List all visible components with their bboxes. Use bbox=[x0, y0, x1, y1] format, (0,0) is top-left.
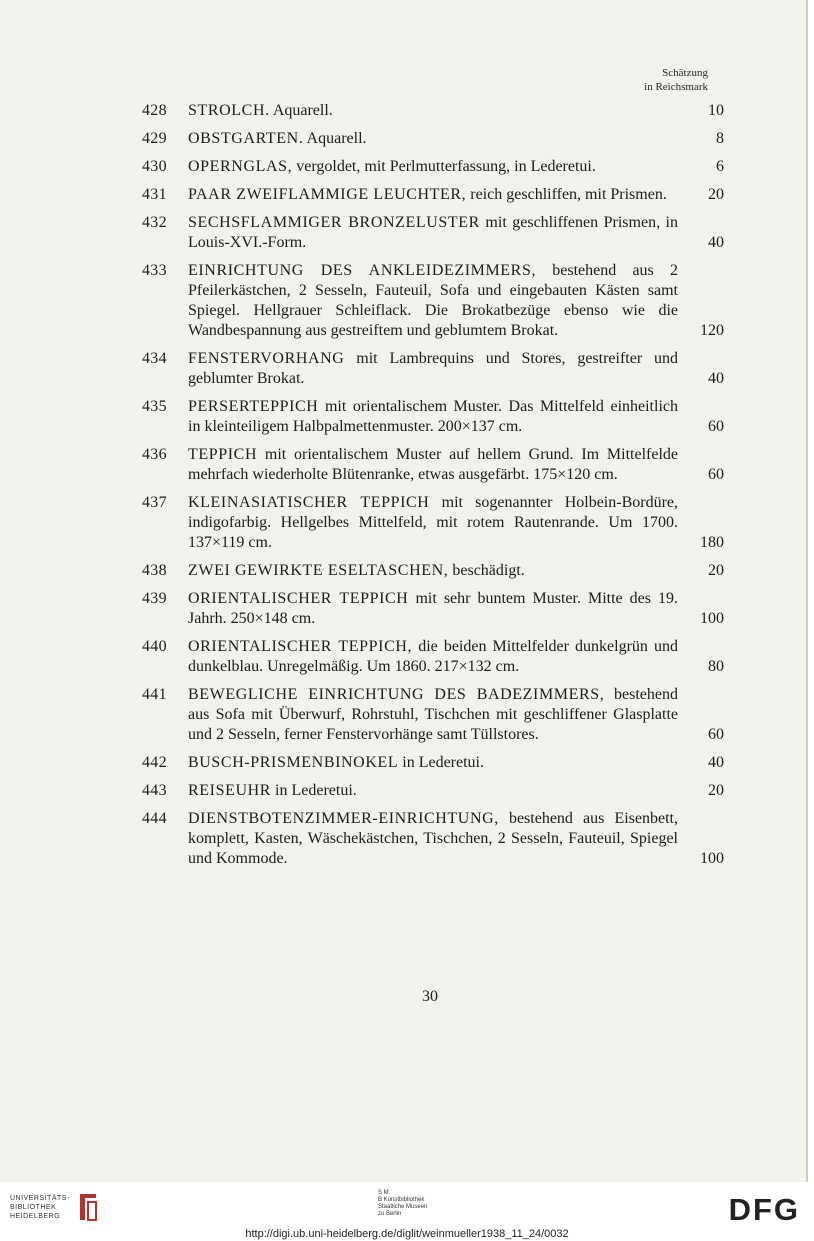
catalog-entry bbox=[142, 809, 724, 869]
lot-title: PERSERTEPPICH bbox=[188, 398, 319, 415]
catalog-entry bbox=[142, 753, 724, 773]
lot-text: mit orientalischem Muster. Das Mittelfeld einheitlich in kleinteiligem Halbpalmettenmuster. 200×137 cm. bbox=[188, 398, 678, 435]
lot-estimate: 60 bbox=[708, 418, 724, 435]
lot-title: FENSTERVORHANG bbox=[188, 350, 345, 367]
lot-title: OPERNGLAS, bbox=[188, 158, 293, 175]
lot-number: 430 bbox=[142, 158, 167, 175]
lot-estimate: 40 bbox=[708, 234, 724, 251]
lot-description bbox=[188, 493, 678, 553]
lot-estimate: 40 bbox=[708, 754, 724, 771]
lot-estimate: 20 bbox=[708, 562, 724, 579]
lot-description bbox=[188, 101, 678, 121]
catalog-entry bbox=[142, 157, 724, 177]
lot-number: 440 bbox=[142, 638, 167, 655]
lot-number: 441 bbox=[142, 686, 167, 703]
lot-text: in Lederetui. bbox=[271, 782, 357, 799]
lot-description bbox=[188, 685, 678, 745]
lot-text: mit sehr buntem Muster. Mitte des 19. Jahrh. 250×148 cm. bbox=[188, 590, 678, 627]
lot-text: mit sogenannter Holbein-Bordüre, indigofarbig. Hellgelbes Mittelfeld, mit rotem Rautenrande. Um 1700. 137×119 cm. bbox=[188, 494, 678, 551]
lot-estimate: 40 bbox=[708, 370, 724, 387]
lot-number: 428 bbox=[142, 102, 167, 119]
lot-estimate: 60 bbox=[708, 466, 724, 483]
lot-description bbox=[188, 129, 678, 149]
lot-title: STROLCH. bbox=[188, 102, 270, 119]
lot-description bbox=[188, 157, 678, 177]
heidelberg-library-logo bbox=[10, 1194, 70, 1221]
lot-estimate: 20 bbox=[708, 782, 724, 799]
estimate-label-line-2: in Reichsmark bbox=[644, 81, 708, 93]
lot-title: TEPPICH bbox=[188, 446, 258, 463]
lot-text: Aquarell. bbox=[303, 130, 367, 147]
lot-text: vergoldet, mit Perlmutterfassung, in Lederetui. bbox=[292, 158, 596, 175]
lot-title: KLEINASIATISCHER TEPPICH bbox=[188, 494, 430, 511]
lot-number: 433 bbox=[142, 262, 167, 279]
uni-logo-line-2: BIBLIOTHEK bbox=[10, 1204, 57, 1211]
lot-number: 437 bbox=[142, 494, 167, 511]
lot-text: bestehend aus Sofa mit Überwurf, Rohrstuhl, Tischchen mit geschliffener Glasplatte und 2 Sesseln, ferner Fenstervorhänge samt Tüllstores. bbox=[188, 686, 678, 743]
smb-line-1: S M bbox=[378, 1190, 389, 1196]
lot-description bbox=[188, 397, 678, 437]
lot-title: ORIENTALISCHER TEPPICH bbox=[188, 590, 409, 607]
lot-number: 443 bbox=[142, 782, 167, 799]
lot-number: 436 bbox=[142, 446, 167, 463]
lot-title: BEWEGLICHE EINRICHTUNG DES BADEZIMMERS, bbox=[188, 686, 605, 703]
catalog-entry bbox=[142, 589, 724, 629]
uni-logo-line-1: UNIVERSITÄTS- bbox=[10, 1195, 70, 1202]
catalog-entry bbox=[142, 493, 724, 553]
dfg-logo: DFG bbox=[728, 1192, 800, 1227]
lot-title: BUSCH-PRISMENBINOKEL bbox=[188, 754, 399, 771]
smb-line-2: B Kunstbibliothek bbox=[378, 1197, 425, 1203]
lot-text: bestehend aus 2 Pfeilerkästchen, 2 Sesseln, Fauteuil, Sofa und eingebauten Kästen samt Spiegel. Hellgrauer Schleiflack. Die Brokatbezüge ebenso wie die Wandbespannung aus gestreiftem und geblumtem Brokat. bbox=[188, 262, 678, 339]
catalog-entry bbox=[142, 781, 724, 801]
lot-description bbox=[188, 809, 678, 869]
catalog-entries bbox=[142, 101, 724, 877]
lot-number: 442 bbox=[142, 754, 167, 771]
catalog-entry bbox=[142, 129, 724, 149]
lot-text: bestehend aus Eisenbett, komplett, Kasten, Wäschekästchen, Tischchen, 2 Sesseln, Fauteuil, Spiegel und Kommode. bbox=[188, 810, 678, 867]
lot-title: PAAR ZWEIFLAMMIGE LEUCHTER, bbox=[188, 186, 467, 203]
lot-title: REISEUHR bbox=[188, 782, 272, 799]
lot-estimate: 60 bbox=[708, 726, 724, 743]
lot-description bbox=[188, 185, 678, 205]
lot-description bbox=[188, 753, 678, 773]
catalog-entry bbox=[142, 101, 724, 121]
lot-title: DIENSTBOTENZIMMER-EINRICHTUNG, bbox=[188, 810, 499, 827]
lot-text: mit Lambrequins und Stores, gestreifter und geblumter Brokat. bbox=[188, 350, 678, 387]
catalog-entry bbox=[142, 213, 724, 253]
smb-line-4: zu Berlin bbox=[378, 1211, 402, 1217]
lot-number: 429 bbox=[142, 130, 167, 147]
lot-estimate: 8 bbox=[716, 130, 724, 147]
lot-estimate: 10 bbox=[708, 102, 724, 119]
source-url[interactable]: http://digi.ub.uni-heidelberg.de/diglit/weinmueller1938_11_24/0032 bbox=[245, 1228, 569, 1240]
uni-logo-line-3: HEIDELBERG bbox=[10, 1213, 61, 1220]
lot-text: in Lederetui. bbox=[398, 754, 484, 771]
lot-description bbox=[188, 561, 678, 581]
lot-number: 432 bbox=[142, 214, 167, 231]
lot-text: die beiden Mittelfelder dunkelgrün und dunkelblau. Unregelmäßig. Um 1860. 217×132 cm. bbox=[188, 638, 679, 675]
lot-description bbox=[188, 349, 678, 389]
lot-text: beschädigt. bbox=[448, 562, 525, 579]
estimate-column-header bbox=[644, 66, 708, 94]
lot-estimate: 6 bbox=[716, 158, 724, 175]
lot-estimate: 100 bbox=[700, 850, 724, 867]
catalog-entry bbox=[142, 185, 724, 205]
smb-kunstbibliothek-logo bbox=[378, 1190, 427, 1218]
lot-description bbox=[188, 781, 678, 801]
lot-description bbox=[188, 213, 678, 253]
lot-text: reich geschliffen, mit Prismen. bbox=[466, 186, 667, 203]
lot-number: 439 bbox=[142, 590, 167, 607]
lot-number: 438 bbox=[142, 562, 167, 579]
lot-text: Aquarell. bbox=[269, 102, 333, 119]
lot-estimate: 180 bbox=[700, 534, 724, 551]
lot-title: ORIENTALISCHER TEPPICH, bbox=[188, 638, 413, 655]
lot-number: 434 bbox=[142, 350, 167, 367]
estimate-label-line-1: Schätzung bbox=[662, 67, 708, 79]
lot-text: mit orientalischem Muster auf hellem Grund. Im Mittelfelde mehrfach wiederholte Blütenranke, etwas ausgefärbt. 175×120 cm. bbox=[188, 446, 678, 483]
catalog-entry bbox=[142, 397, 724, 437]
catalog-entry bbox=[142, 349, 724, 389]
smb-line-3: Staatliche Museen bbox=[378, 1204, 428, 1210]
lot-estimate: 20 bbox=[708, 186, 724, 203]
lot-number: 435 bbox=[142, 398, 167, 415]
catalog-entry bbox=[142, 637, 724, 677]
lot-number: 444 bbox=[142, 810, 167, 827]
heidelberg-emblem-icon bbox=[76, 1190, 100, 1224]
lot-title: OBSTGARTEN. bbox=[188, 130, 304, 147]
lot-number: 431 bbox=[142, 186, 167, 203]
catalog-entry bbox=[142, 261, 724, 341]
lot-estimate: 80 bbox=[708, 658, 724, 675]
lot-text: mit geschliffenen Prismen, in Louis-XVI.-Form. bbox=[188, 214, 678, 251]
lot-description bbox=[188, 589, 678, 629]
lot-description bbox=[188, 637, 678, 677]
catalog-entry bbox=[142, 685, 724, 745]
catalog-entry bbox=[142, 561, 724, 581]
page-number: 30 bbox=[422, 988, 438, 1005]
lot-estimate: 100 bbox=[700, 610, 724, 627]
lot-estimate: 120 bbox=[700, 322, 724, 339]
catalog-entry bbox=[142, 445, 724, 485]
lot-title: ZWEI GEWIRKTE ESELTASCHEN, bbox=[188, 562, 449, 579]
lot-description bbox=[188, 445, 678, 485]
digitization-footer bbox=[0, 1182, 814, 1241]
lot-description bbox=[188, 261, 678, 341]
lot-title: SECHSFLAMMIGER BRONZELUSTER bbox=[188, 214, 480, 231]
lot-title: EINRICHTUNG DES ANKLEIDEZIMMERS, bbox=[188, 262, 537, 279]
